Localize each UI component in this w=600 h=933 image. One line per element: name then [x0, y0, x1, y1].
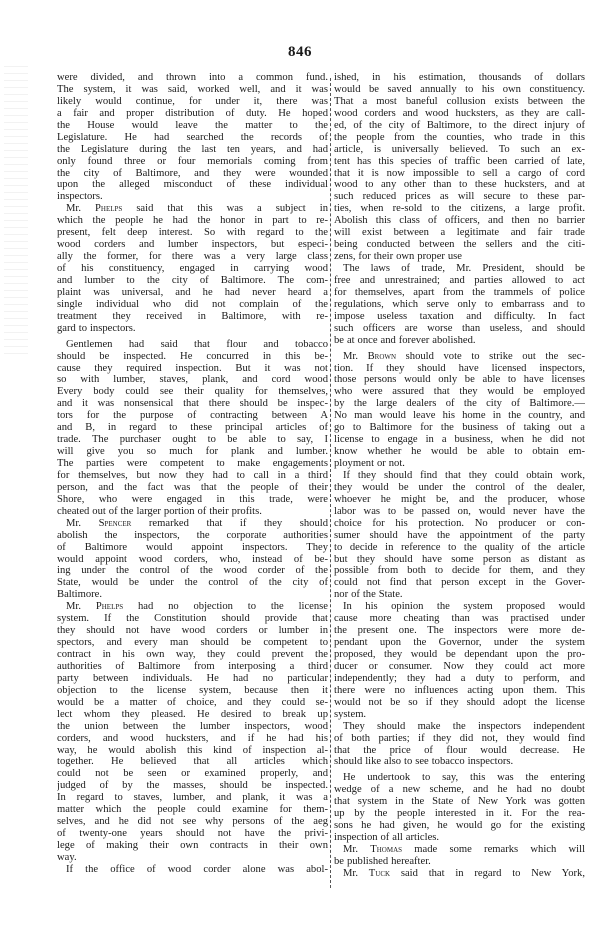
text-line: wood corders and lumber inspectors, but especi-	[57, 239, 328, 251]
speaker-name: Tuck	[368, 867, 391, 879]
text-line: and B, in regard to these principal articles of	[57, 422, 328, 434]
text-line: choice for his protection. No producer or con-	[334, 517, 585, 529]
text-line: such officers are worse than useless, and should	[334, 322, 585, 334]
text-line: could not find that person except in the Gover-	[334, 577, 585, 589]
text-line	[334, 868, 585, 880]
paragraph	[334, 844, 585, 868]
text-line: cause more cheating than was practised under	[334, 613, 585, 625]
speaker-title: Mr.	[66, 203, 82, 215]
text-line: that it is now impossible to sell a cargo of cord	[334, 167, 585, 179]
text-line: there were no influences acting upon them. This	[334, 684, 585, 696]
text-line: judged of by the masses, should be inspected.	[57, 780, 328, 792]
text-line: up by the people interested in it. For the rea-	[334, 808, 585, 820]
text-line	[57, 203, 328, 215]
text-line: those persons would only be able to have licenses	[334, 374, 585, 386]
text-line: person, and the fact was that the people of their	[57, 481, 328, 493]
text-line: impose useless taxation and difficulty. In fact	[334, 310, 585, 322]
text-line: ducer or consumer. Now they could act more	[334, 660, 585, 672]
text-line: which the people he had the honor in part to re-	[57, 215, 328, 227]
text-line: labor was to be passed on, would never have the	[334, 505, 585, 517]
text-line: If they should find that they could obtain work,	[343, 469, 585, 481]
paragraph	[57, 864, 328, 876]
text-line: system.	[334, 708, 367, 720]
paragraph	[334, 721, 585, 769]
text-line: tion. If they should have licensed inspectors,	[334, 362, 585, 374]
text-line: selves, and he did not see why persons of the aeg	[57, 816, 328, 828]
text-line: ing under the control of the wood corder of the	[57, 565, 328, 577]
text-line: Baltimore.	[57, 589, 103, 601]
text-line: That a most baneful collusion exists between the	[334, 95, 585, 107]
speaker-name: Thomas	[370, 844, 403, 855]
text-line: ally the former, for there was a very large class	[57, 251, 328, 263]
text-line: that the price of flour would decrease. He	[334, 744, 585, 756]
text-line: should be inspected. He concurred in this be-	[57, 350, 328, 362]
text-line: go to Baltimore for the business of taking out a	[334, 422, 585, 434]
text-line: way, he would abolish this kind of inspection al-	[57, 744, 328, 756]
page-number: 846	[288, 44, 312, 60]
text-line: independently; they had a duty to perform, and	[334, 672, 585, 684]
text-line: abolish the inspectors, the corporate authorities	[57, 529, 328, 541]
text-line: and lumber to the city of Baltimore. The com-	[57, 274, 328, 286]
speaker-title: Mr.	[343, 350, 359, 362]
line-text: should vote to strike out the sec-	[405, 350, 585, 362]
text-line: present, felt deep interest. So with regard to the	[57, 227, 328, 239]
speaker-title: Mr.	[343, 867, 359, 879]
text-line: authorities of Baltimore from interposing a third	[57, 660, 328, 672]
speaker-title: Mr.	[66, 601, 82, 613]
text-line: to decide in reference to the quality of the article	[334, 541, 585, 553]
text-line: free and unrestrained; and parties allowed to act	[334, 274, 585, 286]
text-line: so with lumber, staves, plank, and cord wood	[57, 374, 328, 386]
text-line: cause they required inspection. But it was not	[57, 362, 328, 374]
text-line: The system, it was said, worked well, and it was	[57, 83, 328, 95]
text-line: that system in the State of New York was gotten	[334, 796, 585, 808]
text-line: sons he had given, he would go for the existing	[334, 820, 585, 832]
text-line: the people from the counties, who trade in this	[334, 131, 585, 143]
text-line: Abolish this class of officers, and then no barrier	[334, 215, 585, 227]
text-line: they should not have wood corders or lumber in	[57, 625, 328, 637]
text-line	[334, 351, 585, 363]
text-line: a fair and proper distribution of duty. He hoped	[57, 107, 328, 119]
speaker-title: Mr.	[343, 844, 359, 855]
text-line: be at once and forever abolished.	[334, 334, 476, 346]
line-text: remarked that if they should	[148, 517, 328, 529]
column-divider	[330, 78, 331, 888]
text-line: the House would leave the matter to the	[57, 119, 328, 131]
text-line: lege of making their own contracts in their own	[57, 840, 328, 851]
paragraph	[334, 772, 585, 844]
text-line: by the large dealers of the city of Baltimore.—	[334, 398, 585, 410]
line-text: said that in regard to New York,	[400, 867, 585, 879]
text-line: but they should have some person as distant as	[334, 553, 585, 565]
paragraph	[334, 263, 585, 347]
text-line: nor of the State.	[334, 589, 403, 601]
text-line: If the office of wood corder alone was abol-	[66, 863, 328, 875]
line-text: made some remarks which will	[414, 844, 585, 855]
paragraph	[334, 470, 585, 601]
text-line: the union between the lumber inspectors, wood	[57, 720, 328, 732]
text-line: He undertook to say, this was the entering	[343, 772, 585, 784]
text-line: The parties were competent to make engagements	[57, 458, 328, 469]
text-line: In regard to staves, lumber, and plank, it was a	[57, 792, 328, 804]
text-line: treatment they received in Baltimore, with re-	[57, 310, 328, 322]
text-line: trade. The purchaser ought to be able to say, I	[57, 434, 328, 446]
left-column	[57, 72, 328, 876]
text-line: tent has this species of traffic been carried of late,	[334, 155, 585, 167]
text-line: Legislature. He had searched the records of	[57, 131, 328, 143]
text-line: would be saved annually to his own constituency.	[334, 83, 585, 95]
scan-margin-artifact	[4, 60, 28, 360]
text-line: State, would be under the control of the city of	[57, 577, 328, 589]
text-line: proposed, they would be dependant upon the pro-	[334, 649, 585, 660]
text-line: wedge of a new scheme, and he had no doubt	[334, 784, 585, 796]
paragraph	[334, 601, 585, 720]
paragraph	[57, 72, 328, 203]
text-line: way.	[57, 851, 77, 863]
text-line: ed, of the city of Baltimore, to the direct injury of	[334, 119, 585, 131]
text-line: of Baltimore would appoint inspectors. They	[57, 541, 328, 553]
text-line: whoever he might be, and the producer, whose	[334, 493, 585, 505]
text-line: sumer should have the appointment of the party	[334, 529, 585, 541]
text-line: article, is universally believed. To such an ex-	[334, 143, 585, 155]
text-line	[57, 601, 328, 613]
paragraph	[334, 351, 585, 470]
text-line: system. If the Constitution should provide that	[57, 613, 328, 625]
paragraph	[57, 601, 328, 864]
text-line: would be a matter of choice, and they could se-	[57, 696, 328, 708]
text-line	[334, 844, 585, 856]
text-line: ployment or not.	[334, 458, 405, 469]
text-line: for themselves, apart from the trammels of police	[334, 286, 585, 298]
text-line: possible from both to decide for them, and they	[334, 565, 585, 577]
line-text: said that this was a subject in	[136, 203, 328, 215]
text-line: zens, for their own proper use	[334, 251, 462, 263]
text-line: Gentlemen had said that flour and tobacco	[66, 338, 328, 350]
text-line: and it was nonsensical that there should be inspec-	[57, 398, 328, 410]
text-line: they would be under the control of the dealer,	[334, 481, 585, 493]
text-line: of twenty-one years should not have the privi-	[57, 828, 328, 840]
text-line: of his constituency, engaged in carrying wood	[57, 263, 328, 274]
text-line: contract in his own way, they could prevent the	[57, 649, 328, 660]
line-text: had no objection to the license	[137, 601, 328, 613]
text-line: would not be so if they should adopt the license	[334, 696, 585, 708]
text-line: cheated out of the larger portion of their profits.	[57, 505, 262, 517]
paragraph	[334, 868, 585, 880]
text-line: regulations, which serve only to embarrass and to	[334, 298, 585, 310]
text-line: lect whom they pleased. He desired to break up	[57, 708, 328, 720]
text-line: Shore, who were engaged in this trade, were	[57, 493, 328, 505]
text-line: only found three or four memorials coming from	[57, 155, 328, 167]
speaker-name: Phelps	[95, 601, 124, 613]
text-line: gard to inspectors.	[57, 322, 136, 334]
text-line: would appoint wood corders, who, instead of be-	[57, 553, 328, 565]
speaker-name: Spencer	[98, 517, 132, 529]
text-line: will give you so much for plank and lumber.	[57, 446, 328, 458]
text-line: could not be seen or examined properly, and	[57, 768, 328, 780]
text-line: being conducted between the sellers and the citi-	[334, 239, 585, 251]
text-line: together. He believed that all articles which	[57, 756, 328, 768]
text-line: inspection of all articles.	[334, 832, 440, 844]
paragraph	[334, 72, 585, 263]
text-line: wood to any other than to these hucksters, and at	[334, 179, 585, 191]
text-line: In his opinion the system proposed would	[343, 601, 585, 613]
text-line: the Legislature during the last ten years, and had	[57, 143, 328, 155]
text-line: No man would leave his home in the country, and	[334, 410, 585, 422]
text-line: of both parties; if they did not, they would find	[334, 732, 585, 744]
speaker-name: Phelps	[95, 203, 123, 215]
text-line: tors for the purpose of contracting between A	[57, 410, 328, 422]
speaker-name: Brown	[367, 350, 397, 362]
speaker-title: Mr.	[66, 517, 82, 529]
text-line: should like also to see tobacco inspectors.	[334, 756, 514, 768]
paragraph	[57, 518, 328, 602]
text-line: inspectors.	[57, 191, 103, 203]
text-line: ished, in his estimation, thousands of dollars	[334, 72, 585, 83]
text-line: single individual who did not complain of the	[57, 298, 328, 310]
text-line: likely would continue, for under it, there was	[57, 95, 328, 107]
paragraph	[57, 339, 328, 518]
text-line: corders, and wood hucksters, and if he had his	[57, 732, 328, 744]
text-line: the city of Baltimore, and they were wounded	[57, 167, 328, 179]
paragraph	[57, 203, 328, 334]
text-line: license to engage in a business, when he did not	[334, 434, 585, 446]
text-line: pendant upon the Governor, under the system	[334, 637, 585, 649]
text-line: Every body could see their quality for themselves,	[57, 386, 328, 398]
right-column	[334, 72, 585, 880]
text-line: for themselves, but now they had to call in a third	[57, 469, 328, 481]
text-line: were divided, and thrown into a common fund.	[57, 72, 328, 83]
text-line: who were assured that they would be employed	[334, 386, 585, 398]
text-line: The laws of trade, Mr. President, should be	[343, 263, 585, 274]
text-line: such reduced prices as will secure to these par-	[334, 191, 585, 203]
text-line: matter which the people could examine for them-	[57, 804, 328, 816]
text-line: wood corders and wood hucksters, as they are call-	[334, 107, 585, 119]
text-line: the present one. The inspectors were more de-	[334, 625, 585, 637]
text-line: be published hereafter.	[334, 855, 431, 867]
text-line: spectors, and every man should be competent to	[57, 637, 328, 649]
text-line: ties, when re-sold to the citizens, a large profit.	[334, 203, 585, 215]
text-line: upon the alleged misconduct of these individual	[57, 179, 328, 191]
text-line: plaint was universal, and he had never heard a	[57, 286, 328, 298]
text-line: party between individuals. He had no particular	[57, 672, 328, 684]
text-line	[57, 518, 328, 530]
text-line: will exist between a legitimate and fair trade	[334, 227, 585, 239]
text-line: know whether he would be able to obtain em-	[334, 446, 585, 458]
text-line: objection to the license system, because then it	[57, 684, 328, 696]
text-line: They should make the inspectors independent	[343, 720, 585, 732]
